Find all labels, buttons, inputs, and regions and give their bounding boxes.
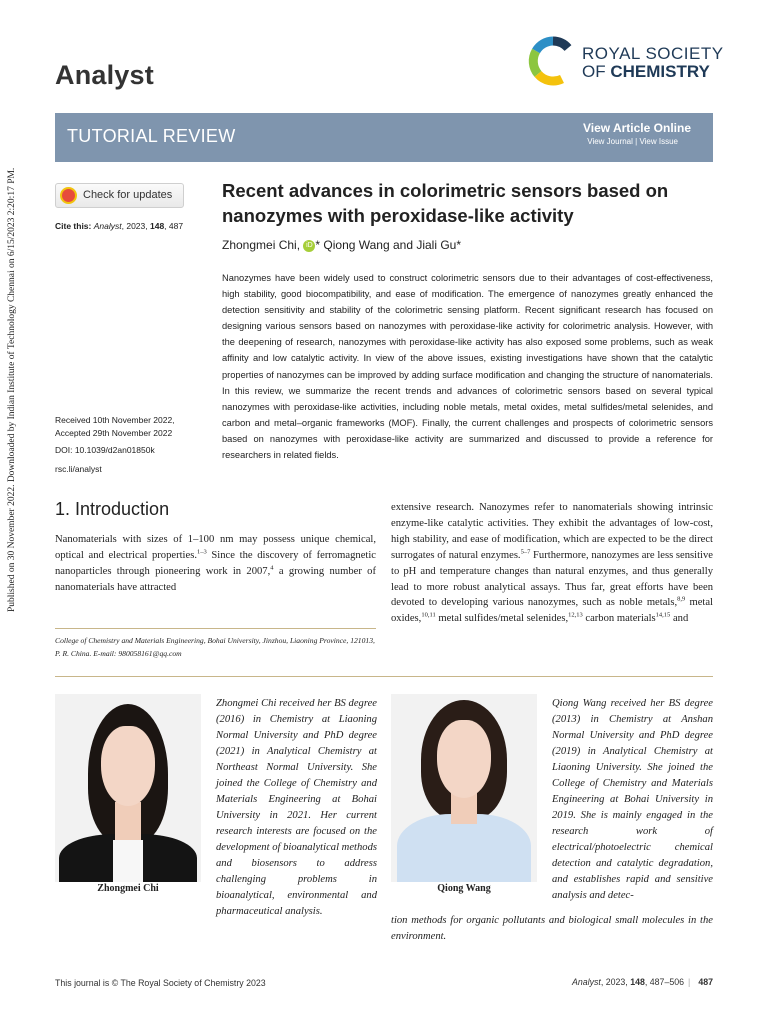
received-dates: Received 10th November 2022, Accepted 29th November 2022 bbox=[55, 415, 175, 438]
doi[interactable]: DOI: 10.1039/d2an01850k bbox=[55, 445, 155, 455]
footer-copyright: This journal is © The Royal Society of Chemistry 2023 bbox=[55, 978, 266, 988]
footer-citation: Analyst, 2023, 148, 487–506 | 487 bbox=[571, 977, 713, 987]
rsc-name-line1: ROYAL SOCIETY bbox=[582, 44, 724, 63]
download-notice: Published on 30 November 2022. Downloaded by Indian Institute of Technology Chennai on 6/15/2023 2:20:17 PM. bbox=[7, 167, 17, 613]
affiliation-divider bbox=[55, 628, 376, 629]
orcid-icon[interactable]: iD bbox=[303, 240, 315, 252]
journal-name[interactable]: Analyst bbox=[55, 60, 154, 90]
link-divider: | bbox=[635, 137, 638, 146]
author-photo-zhongmei-chi bbox=[55, 694, 201, 882]
citation: Cite this: Analyst, 2023, 148, 487 bbox=[55, 221, 184, 231]
rsc-name-line2: OF CHEMISTRY bbox=[582, 62, 710, 81]
bio-name-qiong-wang: Qiong Wang bbox=[437, 883, 491, 894]
intro-left-column: Nanomaterials with sizes of 1–100 nm may possess unique chemical, optical and electrical properties.$^{1-3}$ Since the discovery of ferromagnetic nanoparticles through pioneering work in 2007,$^4$ a growing number of nanomaterials have attracted bbox=[55, 534, 377, 593]
affiliation: College of Chemistry and Materials Engineering, Bohai University, Jinzhou, Liaoning Province, 121013, P. R. China. E-mail: 980058161@qq.com bbox=[55, 636, 375, 658]
section-heading: 1. Introduction bbox=[55, 499, 170, 519]
rsc-logo-icon bbox=[528, 36, 578, 86]
article-banner bbox=[55, 113, 713, 162]
check-for-updates-button[interactable] bbox=[55, 183, 184, 208]
bookmark-icon bbox=[60, 187, 77, 204]
article-title: Recent advances in colorimetric sensors based on nanozymes with peroxidase-like activity bbox=[222, 180, 669, 226]
author-list: Zhongmei Chi, iD * Qiong Wang and Jiali Gu* bbox=[222, 238, 462, 252]
view-journal-link[interactable]: View Journal bbox=[587, 137, 633, 146]
view-issue-link[interactable]: View Issue bbox=[639, 137, 678, 146]
page-number: 487 bbox=[698, 977, 713, 987]
banner-links bbox=[587, 137, 678, 146]
article-type: TUTORIAL REVIEW bbox=[67, 126, 236, 146]
abstract: Nanozymes have been widely used to construct colorimetric sensors due to their advantages of cost-effectiveness, high stability, good biocompatibility, and ease of modification. The emergence of nanozymes greatly enhanced the detection sensitivity and stability of the colorimetric sensing platform. Recent significant research has focused on designing various sensors based on nanozymes with peroxidase-like activity for colorimetric analysis. However, with the deepening of research, nanozymes with peroxidase-like activity has also exposed some problems, such as weak affinity and low catalytic activity. In view of the above issues, existing investigations have shown that the catalytic properties of nanozymes can be improved by adding surface modification and changing the structure of nanomaterials. In this review, we summarize the recent trends and advances of colorimetric sensors based on several typical nanozymes with peroxidase-like activities, including noble metals, metal oxides, metal sulfides/metal selenides, and carbon and metal–organic frameworks (MOF). Finally, the current challenges and prospects of colorimetric sensors based on nanozymes with peroxidase-like activity are summarized and discussed to provide a reference for researchers in related fields. bbox=[222, 273, 713, 461]
journal-link[interactable]: rsc.li/analyst bbox=[55, 464, 102, 474]
check-updates-label: Check for updates bbox=[83, 189, 173, 201]
author-photo-qiong-wang bbox=[391, 694, 537, 882]
bio-divider bbox=[55, 676, 713, 677]
bio-text-zhongmei-chi: Zhongmei Chi received her BS degree (2016) in Chemistry at Liaoning Normal University and PhD degree (2021) in Analytical Chemistry at Northeast Normal University. She joined the College of Chemistry and Materials Engineering at Bohai University in 2021. Her current research interests are focused on the development of bioanalytical methods and biosensors to address challenging problems in bioanalytical, environmental and pharmaceutical analysis. bbox=[216, 698, 377, 917]
bio-text-qiong-wang: Qiong Wang received her BS degree (2013) in Chemistry at Anshan Normal University and PhD degree (2019) in Analytical Chemistry at Liaoning University. She joined the College of Chemistry and Materials Engineering at Bohai University in 2019. She is mainly engaged in the research work of electrical/photoelectric chemical detection and catalytic degradation, and establishes rapid and sensitive analysis and detec- bbox=[552, 698, 713, 901]
rsc-logo[interactable] bbox=[528, 36, 724, 90]
bio-text-qiong-wang-continued: tion methods for organic pollutants and biological small molecules in the environment. bbox=[391, 915, 713, 942]
intro-right-column: extensive research. Nanozymes refer to nanomaterials showing intrinsic enzyme-like catalytic activities. They exhibit the advantages of low-cost, high stability, and ease of modification, which are expected to be the direct surrogates of natural enzymes.$^{5-7}$ Furthermore, nanozymes are less sensitive to pH and temperature changes than natural enzymes, and thus generally lead to more robust analytical assays. Thus far, great efforts have been devoted to developing various nanozymes, such as noble metals,$^{8,9}$ metal oxides,$^{10,11}$ metal sulfides/metal selenides,$^{12,13}$ carbon materials$^{14,15}$ and bbox=[391, 502, 713, 625]
bio-name-zhongmei-chi: Zhongmei Chi bbox=[97, 883, 159, 894]
view-article-online-link[interactable]: View Article Online bbox=[582, 121, 691, 135]
